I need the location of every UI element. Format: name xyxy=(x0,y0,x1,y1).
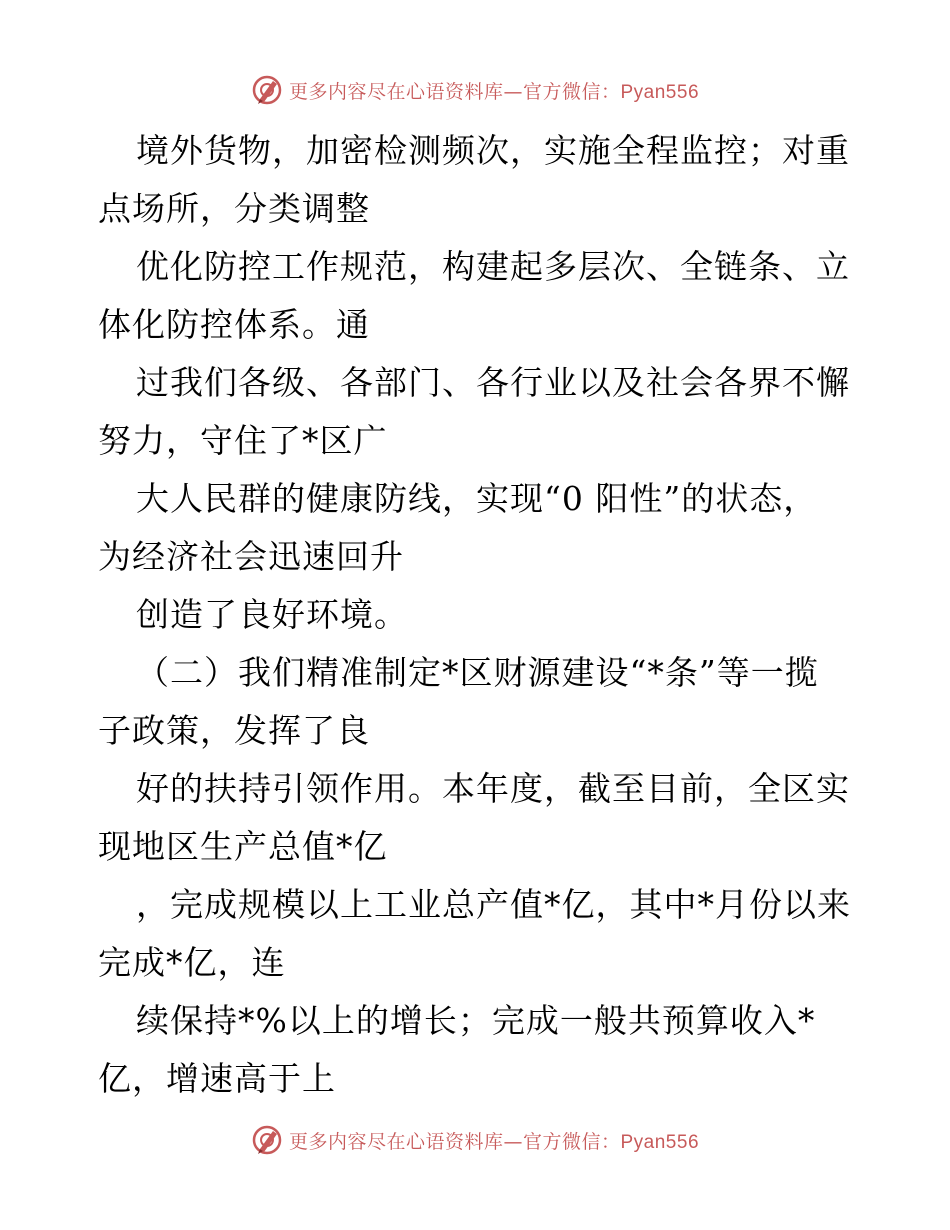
body-line: 子政策，发挥了良 xyxy=(98,711,370,750)
document-body xyxy=(98,122,858,1108)
body-line: 创造了良好环境。 xyxy=(136,595,408,634)
body-line: 体化防控体系。通 xyxy=(98,305,370,344)
body-line: ，完成规模以上工业总产值*亿，其中*月份以来 xyxy=(136,885,851,924)
body-line: 现地区生产总值*亿 xyxy=(98,827,388,866)
body-line: （二）我们精准制定*区财源建设“*条”等一揽 xyxy=(136,653,819,692)
footer-watermark-banner xyxy=(0,1120,950,1160)
header-watermark-text: 更多内容尽在心语资料库—官方微信：Pyan556 xyxy=(288,80,700,103)
body-line: 过我们各级、各部门、各行业以及社会各界不懈 xyxy=(136,363,850,402)
pen-logo-icon xyxy=(251,74,283,106)
body-line: 努力，守住了*区广 xyxy=(98,421,388,460)
body-line: 点场所，分类调整 xyxy=(98,189,370,228)
body-line: 续保持*%以上的增长；完成一般共预算收入* xyxy=(136,1001,816,1040)
pen-logo-icon xyxy=(251,1124,283,1156)
body-line: 境外货物，加密检测频次，实施全程监控；对重 xyxy=(136,131,850,170)
footer-watermark-text: 更多内容尽在心语资料库—官方微信：Pyan556 xyxy=(288,1130,700,1153)
header-watermark-banner xyxy=(0,70,950,110)
body-line: 为经济社会迅速回升 xyxy=(98,537,404,576)
body-line: 大人民群的健康防线，实现“0 阳性”的状态， xyxy=(136,479,818,518)
body-line: 好的扶持引领作用。本年度，截至目前，全区实 xyxy=(136,769,850,808)
header-wechat-id: Pyan556 xyxy=(620,81,700,103)
body-line: 优化防控工作规范，构建起多层次、全链条、立 xyxy=(136,247,850,286)
body-line: 亿，增速高于上 xyxy=(98,1059,336,1098)
footer-wechat-id: Pyan556 xyxy=(620,1131,700,1153)
body-line: 完成*亿，连 xyxy=(98,943,286,982)
